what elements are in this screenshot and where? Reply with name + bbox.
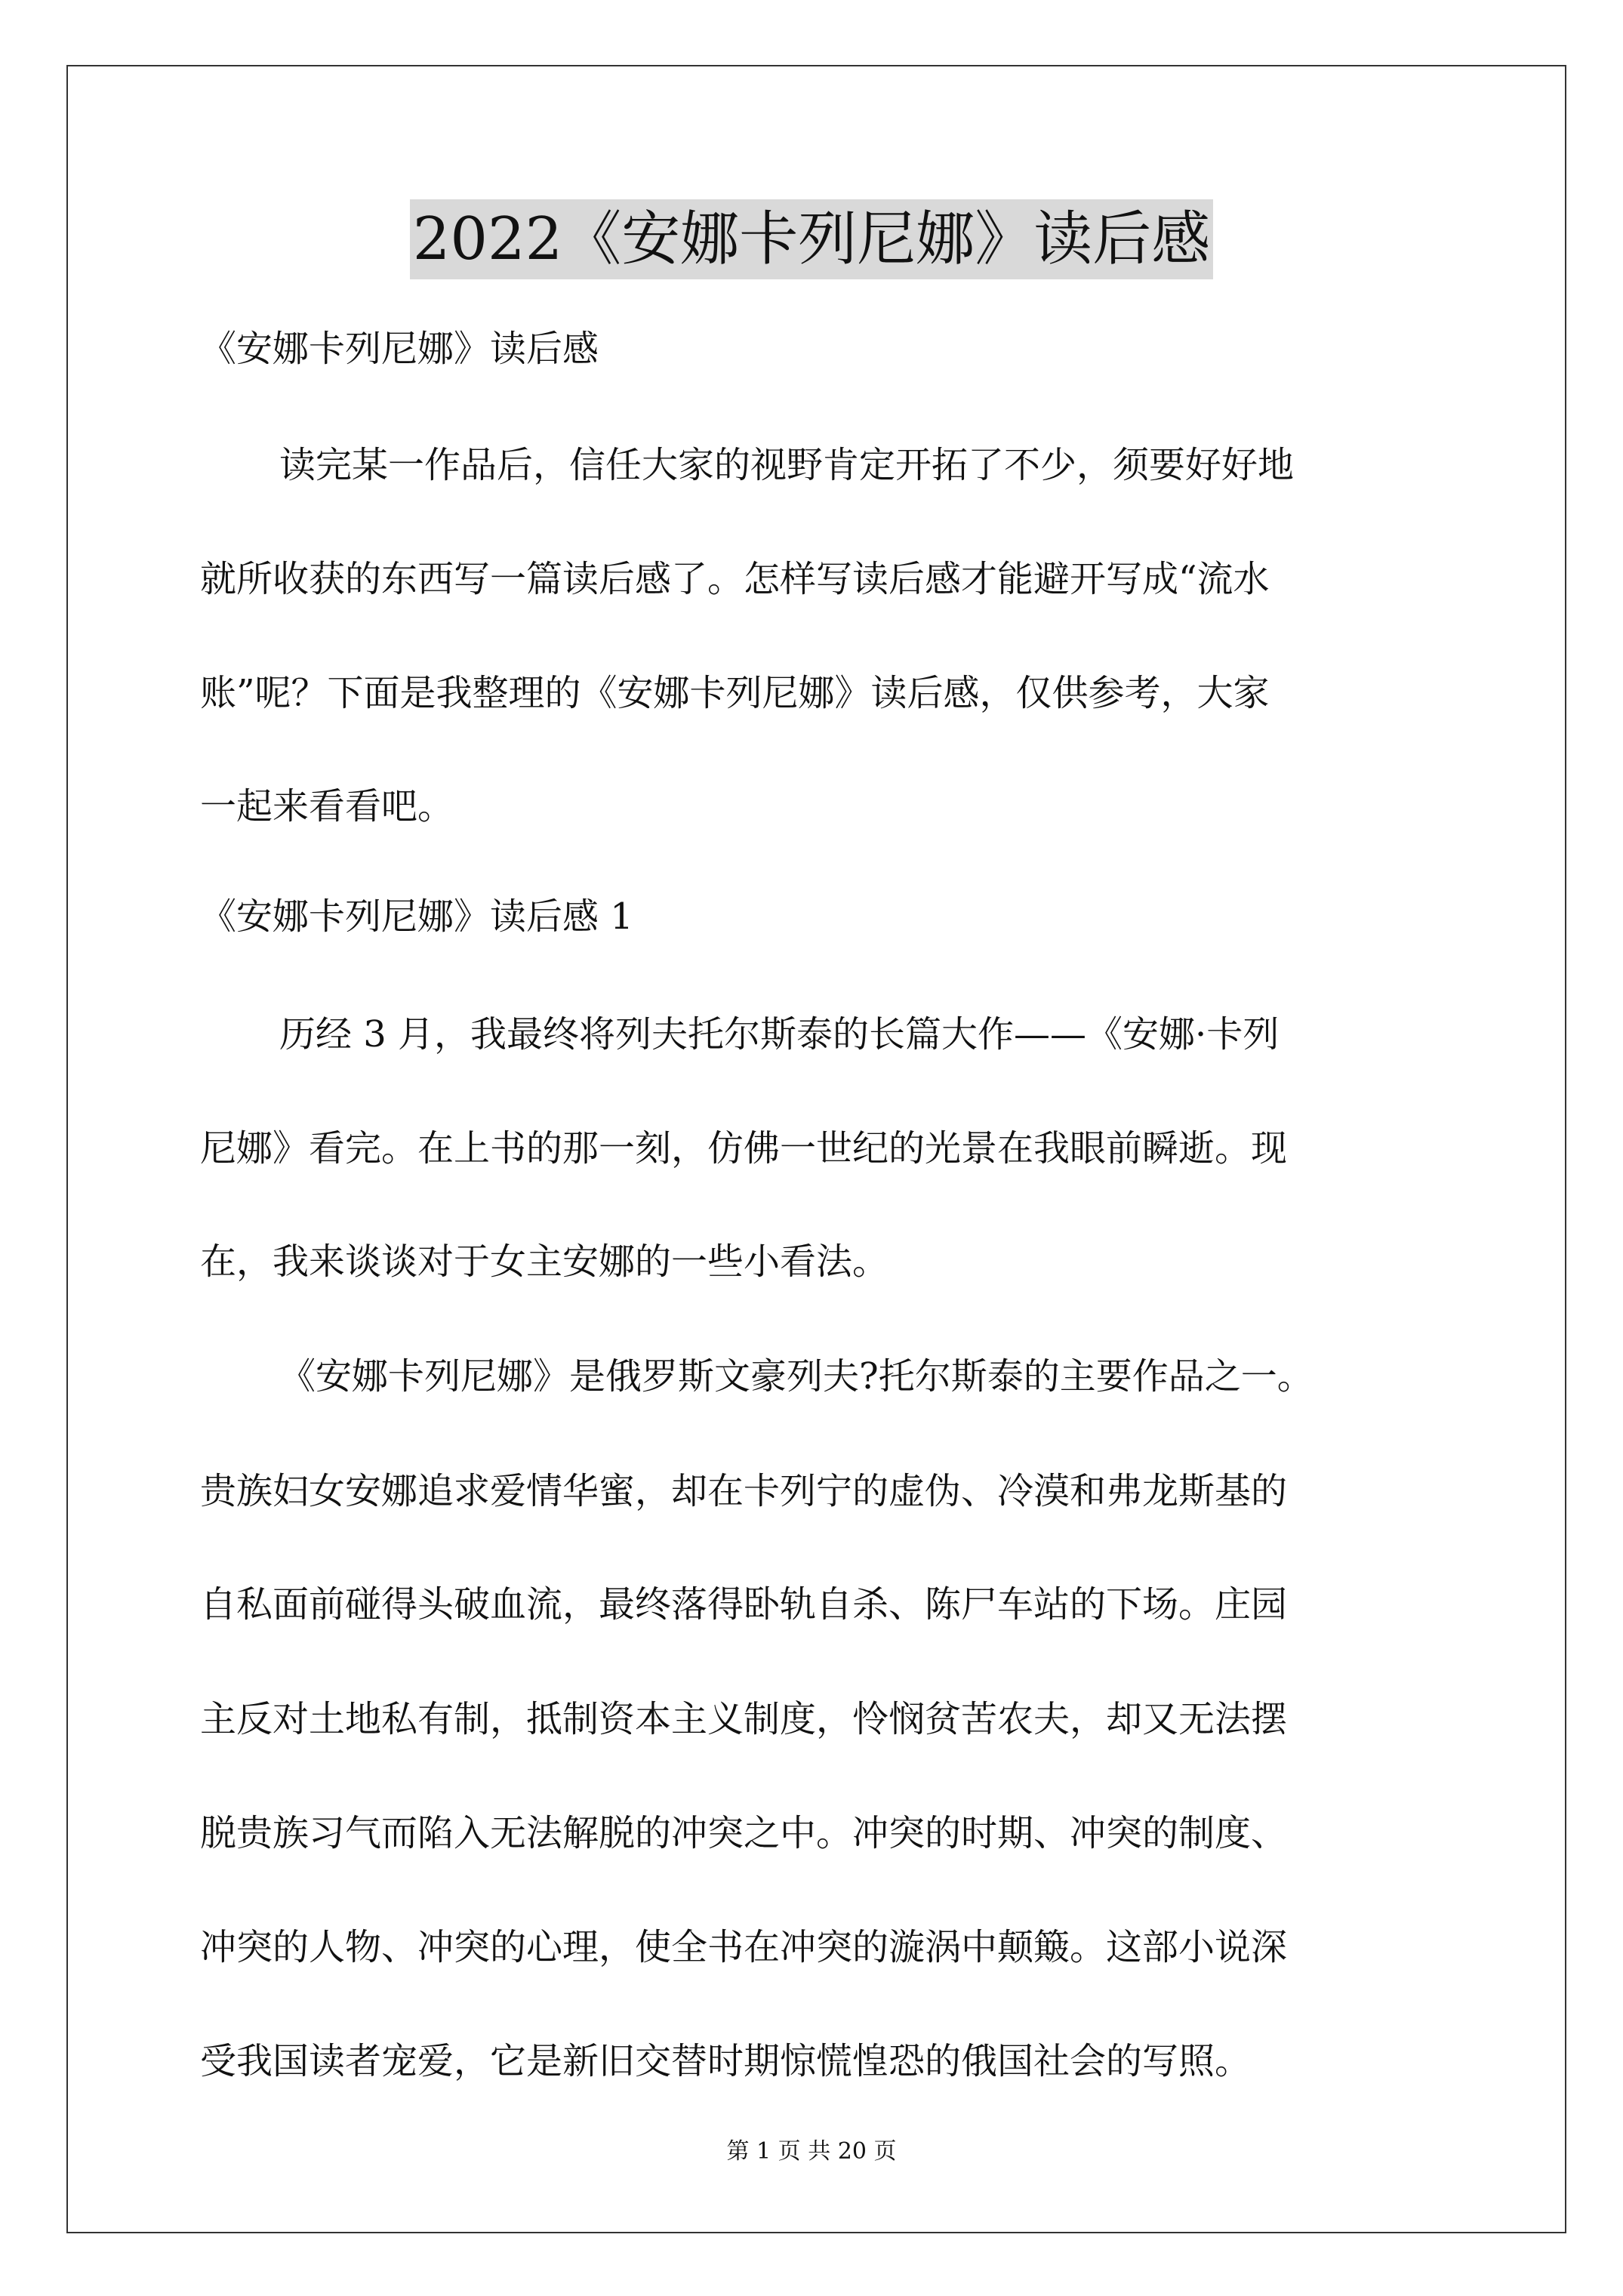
paragraph-line: 就所收获的东西写一篇读后感了。怎样写读后感才能避开写成“流水 (200, 558, 1270, 600)
paragraph-line: 冲突的人物、冲突的心理，使全书在冲突的漩涡中颠簸。这部小说深 (200, 1926, 1288, 1968)
paragraph-line: 尼娜》看完。在上书的那一刻，仿佛一世纪的光景在我眼前瞬逝。现 (200, 1127, 1288, 1170)
paragraph-line: 读完某一作品后，信任大家的视野肯定开拓了不少，须要好好地 (279, 444, 1295, 486)
paragraph-line: 自私面前碰得头破血流，最终落得卧轨自杀、陈尸车站的下场。庄园 (200, 1583, 1288, 1626)
section-heading: 《安娜卡列尼娜》读后感 (200, 328, 599, 370)
paragraph-line: 主反对土地私有制，抵制资本主义制度，怜悯贫苦农夫，却又无法摆 (200, 1698, 1288, 1740)
paragraph-line: 脱贵族习气而陷入无法解脱的冲突之中。冲突的时期、冲突的制度、 (200, 1812, 1288, 1854)
section-heading: 《安娜卡列尼娜》读后感 1 (200, 895, 633, 938)
document-title: 2022《安娜卡列尼娜》读后感 (410, 199, 1214, 279)
title-container (0, 199, 1623, 279)
paragraph-line: 贵族妇女安娜追求爱情华蜜，却在卡列宁的虚伪、冷漠和弗龙斯基的 (200, 1470, 1288, 1512)
paragraph-line: 《安娜卡列尼娜》是俄罗斯文豪列夫?托尔斯泰的主要作品之一。 (279, 1355, 1313, 1398)
paragraph-line: 在，我来谈谈对于女主安娜的一些小看法。 (200, 1240, 889, 1283)
page-footer: 第 1 页 共 20 页 (726, 2138, 897, 2165)
paragraph-line: 历经 3 月，我最终将列夫托尔斯泰的长篇大作——《安娜·卡列 (279, 1013, 1280, 1056)
paragraph-line: 账”呢？下面是我整理的《安娜卡列尼娜》读后感，仅供参考，大家 (200, 672, 1270, 714)
paragraph-line: 受我国读者宠爱，它是新旧交替时期惊慌惶恐的俄国社会的写照。 (200, 2040, 1252, 2082)
paragraph-line: 一起来看看吧。 (200, 785, 454, 827)
